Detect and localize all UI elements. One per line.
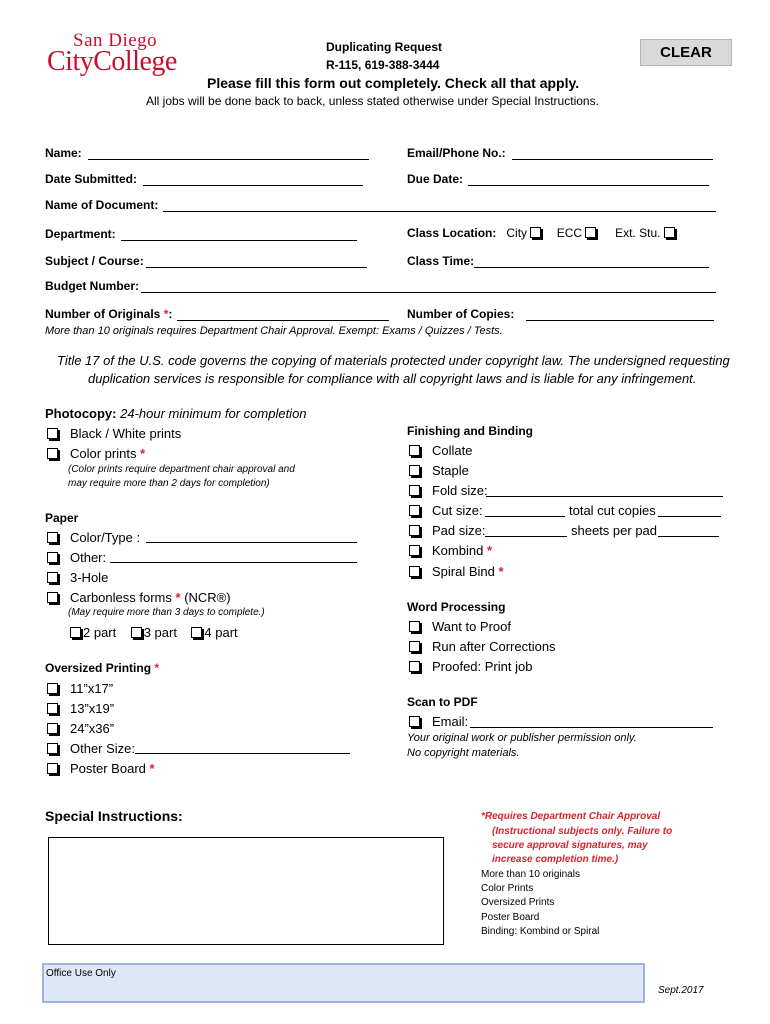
special-instructions-box[interactable] bbox=[48, 837, 444, 945]
bw-prints-option[interactable]: Black / White prints bbox=[47, 426, 181, 441]
scan-note-2: No copyright materials. bbox=[407, 747, 520, 759]
approval-note-2: secure approval signatures, may bbox=[492, 840, 648, 851]
date-submitted-label: Date Submitted: bbox=[45, 172, 138, 186]
part3-checkbox[interactable] bbox=[131, 627, 142, 638]
subject-field[interactable] bbox=[146, 267, 367, 268]
scan-note-1: Your original work or publisher permission only. bbox=[407, 732, 637, 744]
class-location-label: Class Location: bbox=[407, 226, 497, 240]
cut-total-field[interactable] bbox=[658, 516, 721, 517]
budget-label: Budget Number: bbox=[45, 279, 139, 293]
paper-other-option[interactable]: Other: bbox=[47, 550, 106, 565]
class-time-label: Class Time: bbox=[407, 254, 475, 268]
carbonless-checkbox[interactable] bbox=[47, 592, 58, 603]
form-contact: R-115, 619-388-3444 bbox=[326, 58, 440, 72]
copyright-line-1: Title 17 of the U.S. code governs the copying of materials protected under copyright law. The undersigned requesting bbox=[57, 353, 730, 368]
bw-prints-checkbox[interactable] bbox=[47, 428, 58, 439]
form-instruction: Please fill this form out completely. Check all that apply. bbox=[207, 75, 580, 91]
loc-city-label: City bbox=[506, 226, 528, 240]
finishing-heading: Finishing and Binding bbox=[407, 424, 533, 438]
pad-option[interactable]: Pad size: bbox=[409, 523, 485, 538]
word-processing-heading: Word Processing bbox=[407, 600, 506, 614]
kombind-option[interactable]: Kombind * bbox=[409, 543, 492, 558]
loc-ecc-label: ECC bbox=[556, 226, 583, 240]
other-size-option[interactable]: Other Size: bbox=[47, 741, 135, 756]
cut-option[interactable]: Cut size: bbox=[409, 503, 483, 518]
pad-size-field[interactable] bbox=[485, 536, 567, 537]
color-prints-checkbox[interactable] bbox=[47, 448, 58, 459]
cut-checkbox[interactable] bbox=[409, 505, 420, 516]
part4-checkbox[interactable] bbox=[191, 627, 202, 638]
carbonless-note: (May require more than 3 days to complete.) bbox=[68, 607, 265, 618]
spiral-option[interactable]: Spiral Bind * bbox=[409, 564, 504, 579]
proof-option[interactable]: Want to Proof bbox=[409, 619, 511, 634]
three-hole-checkbox[interactable] bbox=[47, 572, 58, 583]
name-field[interactable] bbox=[88, 159, 369, 160]
special-instructions-heading: Special Instructions: bbox=[45, 808, 183, 824]
proof-checkbox[interactable] bbox=[409, 621, 420, 632]
size-13x19-checkbox[interactable] bbox=[47, 703, 58, 714]
approval-item: Color Prints bbox=[481, 883, 534, 894]
budget-field[interactable] bbox=[141, 292, 716, 293]
office-use-label: Office Use Only bbox=[46, 968, 116, 979]
class-location bbox=[407, 226, 677, 240]
poster-board-checkbox[interactable] bbox=[47, 763, 58, 774]
approval-note-1: (Instructional subjects only. Failure to bbox=[492, 826, 673, 837]
class-time-field[interactable] bbox=[474, 267, 709, 268]
copies-label: Number of Copies: bbox=[407, 307, 515, 321]
logo-text-bottom: CityCollege bbox=[47, 46, 177, 77]
originals-label: Number of Originals *: bbox=[45, 307, 173, 321]
scan-email-checkbox[interactable] bbox=[409, 716, 420, 727]
size-13x19-option[interactable]: 13”x19” bbox=[47, 701, 114, 716]
department-label: Department: bbox=[45, 227, 116, 241]
other-size-checkbox[interactable] bbox=[47, 743, 58, 754]
required-star: * bbox=[163, 307, 169, 321]
size-11x17-checkbox[interactable] bbox=[47, 683, 58, 694]
color-type-checkbox[interactable] bbox=[47, 532, 58, 543]
due-date-label: Due Date: bbox=[407, 172, 464, 186]
email-phone-label: Email/Phone No.: bbox=[407, 146, 506, 160]
approval-item: Poster Board bbox=[481, 912, 540, 923]
paper-other-checkbox[interactable] bbox=[47, 552, 58, 563]
size-24x36-option[interactable]: 24”x36” bbox=[47, 721, 114, 736]
cut-total-label: total cut copies bbox=[569, 503, 656, 518]
approval-note-3: increase completion time.) bbox=[492, 854, 619, 865]
size-11x17-option[interactable]: 11”x17” bbox=[47, 681, 113, 696]
color-note-1: (Color prints require department chair approval and bbox=[68, 464, 295, 475]
name-label: Name: bbox=[45, 146, 82, 160]
staple-option[interactable]: Staple bbox=[409, 463, 469, 478]
form-title: Duplicating Request bbox=[326, 40, 443, 54]
department-field[interactable] bbox=[121, 240, 357, 241]
poster-board-option[interactable]: Poster Board * bbox=[47, 761, 155, 776]
other-size-field[interactable] bbox=[135, 753, 350, 754]
logo-text-top: San Diego bbox=[73, 30, 158, 51]
paper-other-field[interactable] bbox=[110, 562, 357, 563]
color-type-option[interactable]: Color/Type : bbox=[47, 530, 140, 545]
pad-sheets-field[interactable] bbox=[658, 536, 719, 537]
fold-option[interactable]: Fold size: bbox=[409, 483, 488, 498]
date-submitted-field[interactable] bbox=[143, 185, 363, 186]
photocopy-heading: Photocopy: 24-hour minimum for completion bbox=[45, 406, 307, 421]
office-use-box[interactable] bbox=[42, 963, 645, 1003]
collate-option[interactable]: Collate bbox=[409, 443, 472, 458]
pad-checkbox[interactable] bbox=[409, 525, 420, 536]
loc-ecc-checkbox[interactable] bbox=[585, 227, 596, 238]
scan-heading: Scan to PDF bbox=[407, 695, 478, 709]
loc-city-checkbox[interactable] bbox=[530, 227, 541, 238]
scan-email-option[interactable]: Email: bbox=[409, 714, 468, 729]
three-hole-option[interactable]: 3-Hole bbox=[47, 570, 108, 585]
due-date-field[interactable] bbox=[468, 185, 709, 186]
carbonless-option[interactable]: Carbonless forms * (NCR®) bbox=[47, 590, 231, 605]
part-options: 2 part 3 part 4 part bbox=[70, 625, 238, 640]
color-type-field[interactable] bbox=[146, 542, 357, 543]
color-note-2: may require more than 2 days for completion) bbox=[68, 478, 270, 489]
approval-item: More than 10 originals bbox=[481, 869, 580, 880]
approval-item: Oversized Prints bbox=[481, 897, 555, 908]
approval-item: Binding: Kombind or Spiral bbox=[481, 926, 600, 937]
staple-checkbox[interactable] bbox=[409, 465, 420, 476]
clear-button[interactable]: CLEAR bbox=[640, 39, 732, 66]
document-name-label: Name of Document: bbox=[45, 198, 159, 212]
spiral-checkbox[interactable] bbox=[409, 566, 420, 577]
document-name-field[interactable] bbox=[163, 211, 716, 212]
copies-field[interactable] bbox=[526, 320, 714, 321]
part2-checkbox[interactable] bbox=[70, 627, 81, 638]
scan-email-field[interactable] bbox=[470, 727, 713, 728]
corrections-checkbox[interactable] bbox=[409, 641, 420, 652]
proofed-option[interactable]: Proofed: Print job bbox=[409, 659, 532, 674]
corrections-option[interactable]: Run after Corrections bbox=[409, 639, 556, 654]
email-phone-field[interactable] bbox=[512, 159, 713, 160]
loc-ext-label: Ext. Stu. bbox=[615, 226, 661, 240]
footer-date: Sept.2017 bbox=[658, 985, 704, 996]
size-24x36-checkbox[interactable] bbox=[47, 723, 58, 734]
oversized-heading: Oversized Printing * bbox=[45, 661, 160, 675]
proofed-checkbox[interactable] bbox=[409, 661, 420, 672]
kombind-checkbox[interactable] bbox=[409, 545, 420, 556]
color-prints-option[interactable]: Color prints * bbox=[47, 446, 145, 461]
fold-checkbox[interactable] bbox=[409, 485, 420, 496]
loc-ext-checkbox[interactable] bbox=[664, 227, 675, 238]
collate-checkbox[interactable] bbox=[409, 445, 420, 456]
subject-label: Subject / Course: bbox=[45, 254, 144, 268]
pad-sheets-label: sheets per pad bbox=[571, 523, 658, 538]
paper-heading: Paper bbox=[45, 511, 79, 525]
originals-field[interactable] bbox=[177, 320, 389, 321]
approval-title: *Requires Department Chair Approval bbox=[481, 811, 661, 822]
cut-size-field[interactable] bbox=[485, 516, 565, 517]
copyright-line-2: duplication services is responsible for compliance with all copyright laws and is liable for any infringement. bbox=[88, 371, 697, 386]
fold-size-field[interactable] bbox=[486, 496, 723, 497]
originals-note: More than 10 originals requires Department Chair Approval. Exempt: Exams / Quizzes / Tests. bbox=[45, 325, 503, 337]
form-note: All jobs will be done back to back, unless stated otherwise under Special Instructions. bbox=[146, 94, 599, 108]
